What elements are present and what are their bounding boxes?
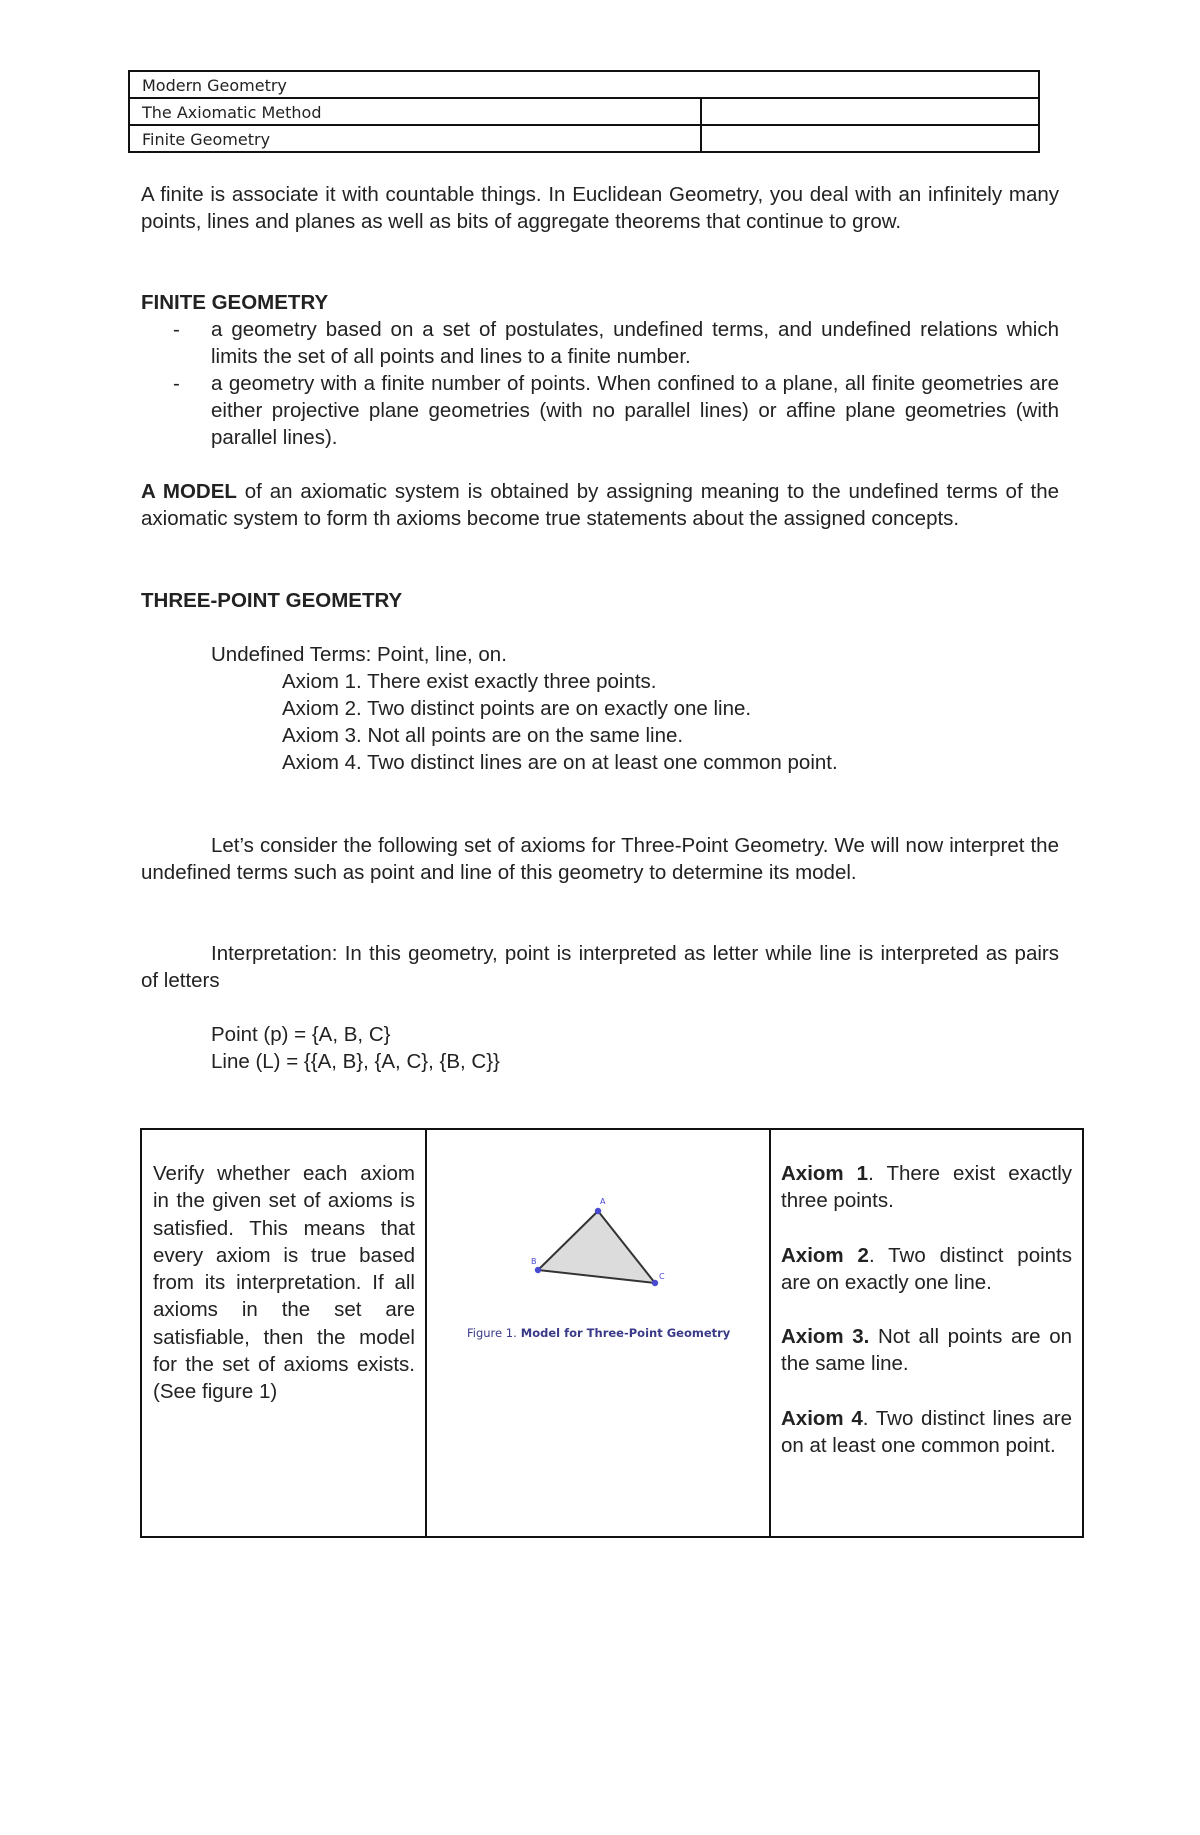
point-c xyxy=(652,1280,658,1286)
subtopic-blank-cell xyxy=(701,125,1039,152)
model-term: A MODEL xyxy=(141,480,237,503)
figure xyxy=(427,1130,769,1530)
list-item: - a geometry based on a set of postulates, undefined terms, and undefined relations which limits the set of all points and lines to a finite number. xyxy=(173,318,1059,368)
topic-blank-cell xyxy=(701,98,1039,125)
consider-paragraph: Let’s consider the following set of axioms for Three-Point Geometry. We will now interpret the undefined terms such as point and line of this geometry to determine its model. xyxy=(141,834,1059,884)
line-set: Line (L) = {{A, B}, {A, C}, {B, C}} xyxy=(211,1050,500,1073)
figure-caption xyxy=(467,1326,767,1340)
axiom-line: Axiom 2. Two distinct points are on exactly one line. xyxy=(282,697,752,720)
list-item: - a geometry with a finite number of points. When confined to a plane, all finite geometries are either projective plane geometries (with no parallel lines) or affine plane geometries (with parallel lines). xyxy=(173,372,1059,449)
triangle-figure xyxy=(427,1130,769,1330)
model-paragraph xyxy=(141,478,1059,532)
axiom-verification-table xyxy=(140,1128,1084,1538)
three-point-section xyxy=(141,587,1059,776)
axiom-item: Axiom 3. Not all points are on the same line. xyxy=(781,1325,1072,1376)
three-point-heading: THREE-POINT GEOMETRY xyxy=(141,589,403,612)
subtopic-cell: Finite Geometry xyxy=(129,125,701,152)
finite-geometry-section xyxy=(141,289,1059,451)
figure-cell xyxy=(426,1129,770,1537)
intro-paragraph: A finite is associate it with countable things. In Euclidean Geometry, you deal with an infinitely many points, lines and planes as well as bits of aggregate theorems that continue to grow. xyxy=(141,183,1059,233)
undefined-terms: Undefined Terms: Point, line, on. xyxy=(211,643,507,666)
label-b: B xyxy=(531,1257,537,1266)
point-b xyxy=(535,1267,541,1273)
figure-caption-title: Model for Three-Point Geometry xyxy=(520,1326,731,1340)
axiom-item: Axiom 4. Two distinct lines are on at least one common point. xyxy=(781,1406,1073,1458)
triangle-shape xyxy=(538,1211,655,1283)
point-set: Point (p) = {A, B, C} xyxy=(211,1023,391,1046)
figure-caption-label: Figure 1. xyxy=(467,1326,517,1340)
course-cell: Modern Geometry xyxy=(129,71,1039,98)
axioms-list xyxy=(771,1130,1082,1459)
label-a: A xyxy=(600,1197,606,1206)
axioms-cell xyxy=(770,1129,1083,1537)
point-a xyxy=(595,1208,601,1214)
axiom-item: Axiom 2. Two distinct points are on exactly one line. xyxy=(781,1243,1073,1294)
axiom-line: Axiom 3. Not all points are on the same line. xyxy=(282,724,684,747)
dash-bullet: - xyxy=(173,318,180,341)
verify-text: Verify whether each axiom in the given set of axioms is satisfied. This means that every axiom is true based from its interpretation. If all axioms in the set are satisfiable, then the model for the set of axioms exists. (See figure 1) xyxy=(153,1162,415,1404)
dash-bullet: - xyxy=(173,372,180,395)
interpretation-paragraph: Interpretation: In this geometry, point is interpreted as letter while line is interpreted as pairs of letters xyxy=(141,942,1059,992)
model-sets xyxy=(141,1021,1059,1075)
finite-geometry-list xyxy=(141,316,1059,451)
topic-cell: The Axiomatic Method xyxy=(129,98,701,125)
finite-geometry-heading: FINITE GEOMETRY xyxy=(141,291,329,314)
axiom-item: Axiom 1. There exist exactly three points. xyxy=(781,1162,1073,1213)
header-table xyxy=(128,70,1040,153)
axiom-line: Axiom 4. Two distinct lines are on at least one common point. xyxy=(282,751,838,774)
axiom-line: Axiom 1. There exist exactly three points. xyxy=(282,670,657,693)
model-text: of an axiomatic system is obtained by assigning meaning to the undefined terms of the axiomatic system to form th axioms become true statements about the assigned concepts. xyxy=(141,480,1059,530)
label-c: C xyxy=(659,1272,665,1281)
verify-cell xyxy=(141,1129,426,1537)
